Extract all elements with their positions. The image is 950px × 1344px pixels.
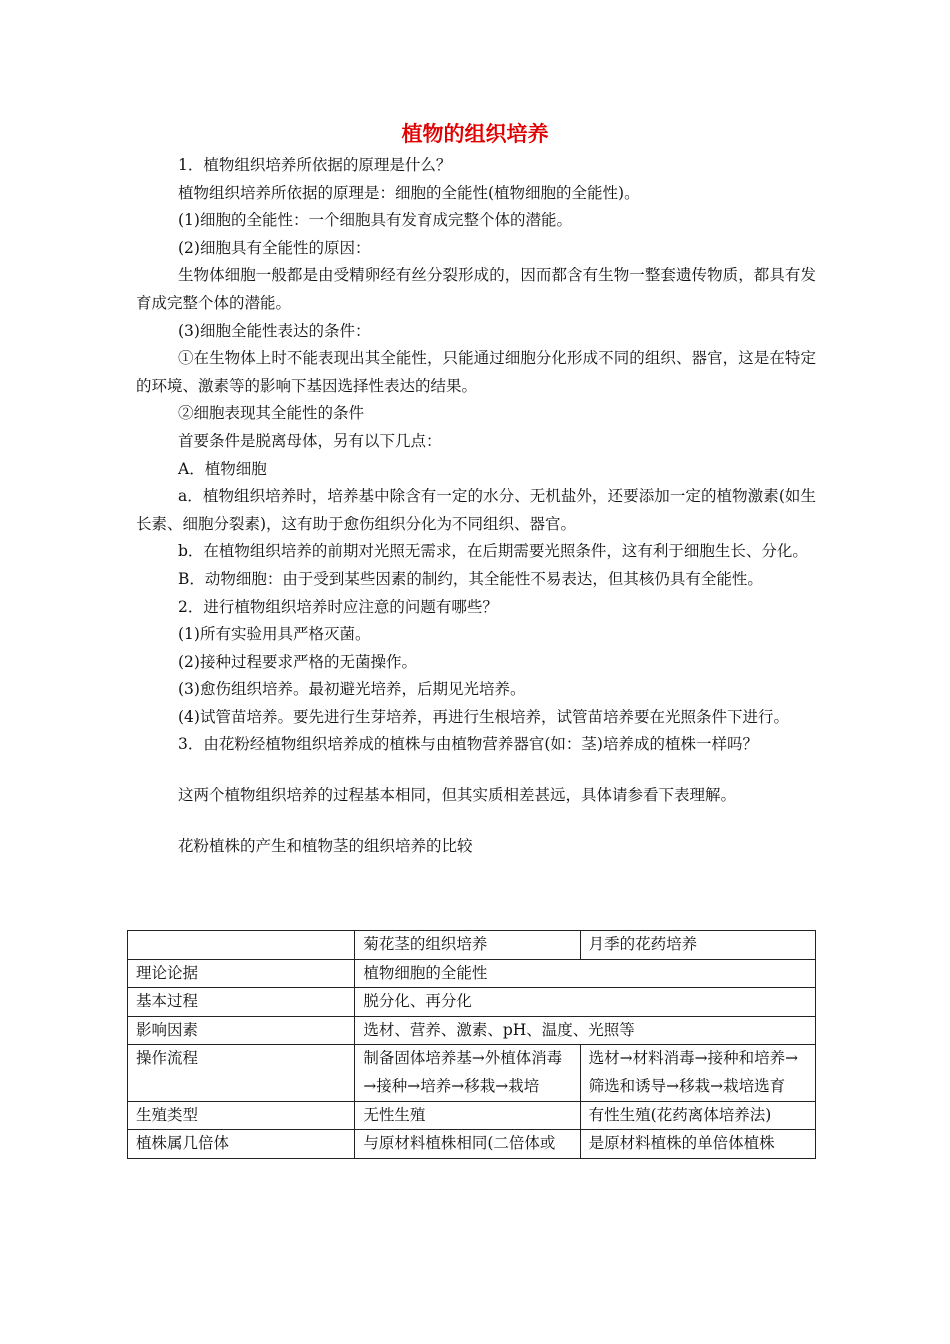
row-label: 生殖类型 bbox=[128, 1101, 355, 1130]
comparison-table bbox=[127, 930, 816, 1159]
page-title: 植物的组织培养 bbox=[401, 121, 549, 146]
row-label: 植株属几倍体 bbox=[128, 1130, 355, 1159]
table-cell: 有性生殖(花药离体培养法) bbox=[580, 1101, 815, 1130]
paragraph: A．植物细胞 bbox=[178, 459, 267, 478]
paragraph: a．植物组织培养时，培养基中除含有一定的水分、无机盐外，还要添加一定的植物激素(如生长素、细胞分裂素)，这有助于愈伤组织分化为不同组织、器官。 bbox=[136, 487, 816, 533]
paragraph: (4)试管苗培养。要先进行生芽培养，再进行生根培养，试管苗培养要在光照条件下进行。 bbox=[178, 707, 789, 726]
paragraph: (3)细胞全能性表达的条件： bbox=[178, 321, 371, 340]
row-label: 操作流程 bbox=[128, 1045, 355, 1101]
table-header-cell bbox=[128, 931, 355, 960]
table-cell: 与原材料植株相同(二倍体或 bbox=[355, 1130, 580, 1159]
table-header-row bbox=[128, 931, 816, 960]
paragraph: (1)细胞的全能性：一个细胞具有发育成完整个体的潜能。 bbox=[178, 211, 572, 230]
paragraph: 植物组织培养所依据的原理是：细胞的全能性(植物细胞的全能性)。 bbox=[178, 183, 640, 202]
table-row bbox=[128, 1130, 816, 1159]
paragraph: ①在生物体上时不能表现出其全能性，只能通过细胞分化形成不同的组织、器官，这是在特定的环境、激素等的影响下基因选择性表达的结果。 bbox=[136, 349, 816, 395]
table-header-cell: 菊花茎的组织培养 bbox=[355, 931, 580, 960]
paragraph: (2)接种过程要求严格的无菌操作。 bbox=[178, 652, 417, 671]
paragraph: 这两个植物组织培养的过程基本相同，但其实质相差甚远，具体请参看下表理解。 bbox=[178, 786, 737, 805]
paragraph: (3)愈伤组织培养。最初避光培养，后期见光培养。 bbox=[178, 680, 526, 699]
merged-cell: 植物细胞的全能性 bbox=[355, 959, 816, 988]
table-row bbox=[128, 988, 816, 1017]
table-row bbox=[128, 1045, 816, 1101]
paragraph: 1．植物组织培养所依据的原理是什么？ bbox=[178, 156, 452, 174]
row-label: 影响因素 bbox=[128, 1016, 355, 1045]
paragraph: b．在植物组织培养的前期对光照无需求，在后期需要光照条件，这有利于细胞生长、分化。 bbox=[178, 542, 808, 561]
paragraph: (2)细胞具有全能性的原因： bbox=[178, 238, 371, 257]
merged-cell: 选材、营养、激素、pH、温度、光照等 bbox=[355, 1016, 816, 1045]
paragraph: 首要条件是脱离母体，另有以下几点： bbox=[178, 431, 442, 450]
row-label: 基本过程 bbox=[128, 988, 355, 1017]
row-label: 理论论据 bbox=[128, 959, 355, 988]
table-row bbox=[128, 1016, 816, 1045]
table-row bbox=[128, 959, 816, 988]
table-cell: 选材→材料消毒→接种和培养→筛选和诱导→移栽→栽培选育 bbox=[580, 1045, 815, 1101]
table-header-cell: 月季的花药培养 bbox=[580, 931, 815, 960]
table-cell: 制备固体培养基→外植体消毒→接种→培养→移栽→栽培 bbox=[355, 1045, 580, 1101]
merged-cell: 脱分化、再分化 bbox=[355, 988, 816, 1017]
table-cell: 无性生殖 bbox=[355, 1101, 580, 1130]
table-row bbox=[128, 1101, 816, 1130]
paragraph: 生物体细胞一般都是由受精卵经有丝分裂形成的，因而都含有生物一整套遗传物质，都具有发育成完整个体的潜能。 bbox=[136, 266, 816, 312]
table-cell: 是原材料植株的单倍体植株 bbox=[580, 1130, 815, 1159]
paragraph: B．动物细胞：由于受到某些因素的制约，其全能性不易表达，但其核仍具有全能性。 bbox=[178, 569, 763, 588]
paragraph: 3．由花粉经植物组织培养成的植株与由植物营养器官(如：茎)培养成的植株一样吗？ bbox=[178, 735, 758, 754]
table-caption: 花粉植株的产生和植物茎的组织培养的比较 bbox=[178, 836, 473, 855]
paragraph: (1)所有实验用具严格灭菌。 bbox=[178, 625, 371, 644]
paragraph: 2．进行植物组织培养时应注意的问题有哪些？ bbox=[178, 597, 498, 616]
paragraph: ②细胞表现其全能性的条件 bbox=[178, 404, 365, 423]
document-body bbox=[136, 152, 816, 860]
